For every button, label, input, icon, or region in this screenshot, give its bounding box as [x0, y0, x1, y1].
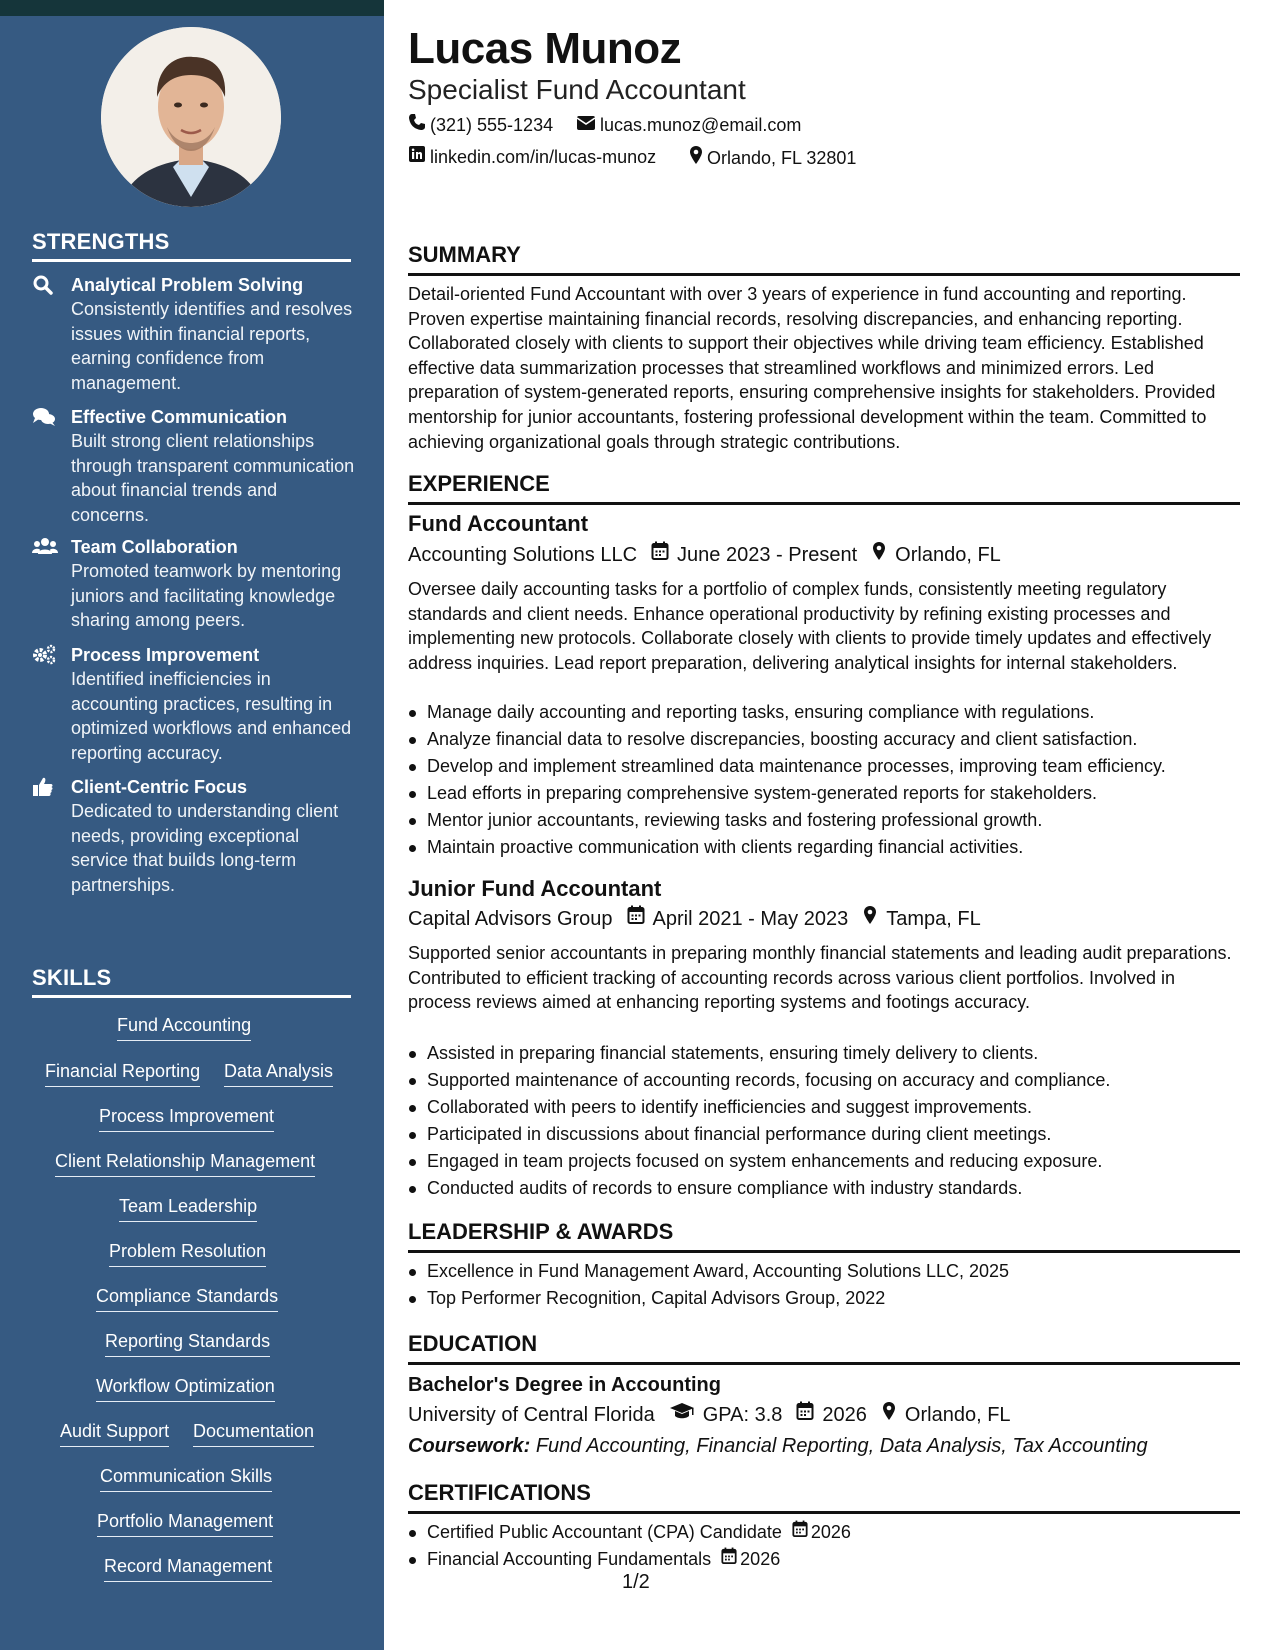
awards-list — [408, 1259, 1240, 1313]
email-address: lucas.munoz@email.com — [600, 115, 802, 135]
graduation-cap-icon — [655, 1401, 703, 1429]
page-number: 1/2 — [622, 1571, 650, 1593]
award-item: Top Performer Recognition, Capital Advisors Group, 2022 — [408, 1286, 1240, 1310]
job-location: Orlando, FL — [895, 544, 1001, 566]
map-marker-icon — [689, 145, 707, 171]
map-marker-icon — [857, 541, 895, 569]
strength-description: Promoted teamwork by mentoring juniors and facilitating knowledge sharing among peers. — [71, 561, 342, 631]
phone-number: (321) 555-1234 — [430, 115, 554, 135]
bullet-item: Conducted audits of records to ensure compliance with industry standards. — [408, 1176, 1240, 1200]
bullet-item: Manage daily accounting and reporting tasks, ensuring compliance with regulations. — [408, 700, 1240, 724]
bullet-item: Analyze financial data to resolve discrepancies, boosting accuracy and client satisfaction. — [408, 727, 1240, 751]
awards-heading: LEADERSHIP & AWARDS — [408, 1218, 1240, 1253]
calendar-icon — [613, 905, 653, 933]
linkedin-contact — [408, 145, 656, 169]
skill-tag: Problem Resolution — [109, 1239, 266, 1267]
bullet-item: Mentor junior accountants, reviewing tasks and fostering professional growth. — [408, 808, 1240, 832]
certification-name: Certified Public Accountant (CPA) Candidate — [427, 1522, 782, 1542]
skill-tag: Data Analysis — [224, 1059, 333, 1087]
candidate-title: Specialist Fund Accountant — [408, 74, 746, 105]
calendar-icon — [782, 1401, 822, 1429]
job-meta — [408, 905, 981, 933]
graduation-year: 2026 — [822, 1404, 867, 1426]
skill-tag: Financial Reporting — [45, 1059, 200, 1087]
education-location: Orlando, FL — [904, 1404, 1011, 1426]
linkedin-icon — [408, 145, 430, 169]
education-heading: EDUCATION — [408, 1330, 1240, 1365]
skill-tag: Team Leadership — [119, 1194, 257, 1222]
job-meta — [408, 541, 1001, 569]
coursework-label: Coursework: — [408, 1435, 531, 1457]
experience-heading: EXPERIENCE — [408, 470, 1240, 505]
skill-tag: Fund Accounting — [117, 1013, 251, 1041]
summary-heading: SUMMARY — [408, 241, 1240, 276]
job-description: Supported senior accountants in preparing monthly financial statements and leading audit preparations. Contributed to efficient tracking of accounting records across various client portfolios. Involved in process reviews aimed at enhancing reporting systems and footings accuracy. — [408, 943, 1232, 1013]
strength-description: Identified inefficiencies in accounting practices, resulting in optimized workflows and enhanced reporting accuracy. — [71, 669, 352, 763]
thumbs-up-icon — [32, 776, 56, 798]
bullet-item: Maintain proactive communication with clients regarding financial activities. — [408, 835, 1240, 859]
skills-heading: SKILLS — [32, 965, 351, 998]
certification-item — [408, 1547, 1240, 1571]
certifications-heading: CERTIFICATIONS — [408, 1479, 1240, 1514]
education-meta — [408, 1401, 1011, 1429]
bullet-item: Participated in discussions about financial performance during client meetings. — [408, 1122, 1240, 1146]
company-name: Accounting Solutions LLC — [408, 544, 638, 566]
skill-tag: Record Management — [104, 1554, 272, 1582]
job-dates: June 2023 - Present — [677, 544, 858, 566]
strength-description: Dedicated to understanding client needs, providing exceptional service that builds long-term partnerships. — [71, 801, 339, 895]
profile-photo — [101, 27, 281, 207]
comments-icon — [32, 406, 56, 428]
coursework — [408, 1432, 1148, 1460]
map-marker-icon — [848, 905, 886, 933]
location-text: Orlando, FL 32801 — [707, 148, 857, 168]
certification-year: 2026 — [740, 1549, 781, 1569]
bullet-item: Supported maintenance of accounting records, focusing on accuracy and compliance. — [408, 1068, 1240, 1092]
sidebar-top-bar — [0, 0, 384, 16]
candidate-name: Lucas Munoz — [408, 24, 682, 73]
skill-tag: Documentation — [193, 1419, 314, 1447]
coursework-list: Fund Accounting, Financial Reporting, Data Analysis, Tax Accounting — [535, 1435, 1148, 1457]
certification-year: 2026 — [810, 1522, 851, 1542]
bullet-item: Engaged in team projects focused on system enhancements and reducing exposure. — [408, 1149, 1240, 1173]
calendar-icon — [711, 1547, 740, 1571]
strength-title: Analytical Problem Solving — [71, 275, 304, 295]
certification-name: Financial Accounting Fundamentals — [427, 1549, 712, 1569]
email-contact — [576, 113, 801, 137]
phone-contact — [408, 113, 553, 137]
summary-text: Detail-oriented Fund Accountant with over 3 years of experience in fund accounting and reporting. Proven expertise maintaining financial records, resolving discrepancies, and enhancing reporting. Collaborated closely with clients to support their objectives while driving team efficiency. Established effective data summarization processes that streamlined workflows and minimized errors. Led preparation of system-generated reports, ensuring comprehensive insights for stakeholders. Provided mentorship for junior accountants, fostering professional development within the team. Committed to achieving organizational goals through strategic contributions. — [408, 284, 1216, 452]
job-bullets — [408, 700, 1240, 862]
skill-tag: Compliance Standards — [96, 1284, 278, 1312]
location-contact — [689, 145, 856, 171]
strength-title: Process Improvement — [71, 645, 260, 665]
envelope-icon — [576, 113, 600, 137]
calendar-icon — [637, 541, 677, 569]
job-dates: April 2021 - May 2023 — [652, 908, 849, 930]
users-icon — [32, 536, 56, 558]
strength-title: Client-Centric Focus — [71, 777, 248, 797]
search-icon — [32, 274, 56, 296]
map-marker-icon — [867, 1401, 905, 1429]
degree-title: Bachelor's Degree in Accounting — [408, 1374, 721, 1396]
bullet-item: Lead efforts in preparing comprehensive system-generated reports for stakeholders. — [408, 781, 1240, 805]
skill-tag: Client Relationship Management — [55, 1149, 315, 1177]
calendar-icon — [782, 1520, 811, 1544]
bullet-item: Collaborated with peers to identify inefficiencies and suggest improvements. — [408, 1095, 1240, 1119]
certifications-list — [408, 1520, 1240, 1574]
strength-title: Team Collaboration — [71, 537, 238, 557]
skill-tag: Process Improvement — [99, 1104, 274, 1132]
sidebar — [0, 0, 384, 1650]
strength-description: Built strong client relationships through transparent communication about financial trends and concerns. — [71, 431, 355, 525]
job-bullets — [408, 1041, 1240, 1203]
skill-tag: Reporting Standards — [105, 1329, 270, 1357]
strength-title: Effective Communication — [71, 407, 288, 427]
gpa-text: GPA: 3.8 — [702, 1404, 783, 1426]
skill-tag: Portfolio Management — [97, 1509, 273, 1537]
job-location: Tampa, FL — [886, 908, 981, 930]
skill-tag: Communication Skills — [100, 1464, 272, 1492]
award-item: Excellence in Fund Management Award, Accounting Solutions LLC, 2025 — [408, 1259, 1240, 1283]
skill-tag: Audit Support — [60, 1419, 169, 1447]
company-name: Capital Advisors Group — [408, 908, 613, 930]
job-title: Fund Accountant — [408, 511, 589, 536]
job-description: Oversee daily accounting tasks for a portfolio of complex funds, consistently meeting regulatory standards and client needs. Enhance operational productivity by refining existing processes and implementing new protocols. Collaborate closely with clients to provide timely updates and effectively address inquiries. Lead report preparation, delivering analytical insights for internal stakeholders. — [408, 579, 1212, 673]
skill-tag: Workflow Optimization — [96, 1374, 275, 1402]
strength-description: Consistently identifies and resolves issues within financial reports, earning confidence from management. — [71, 299, 353, 393]
linkedin-url: linkedin.com/in/lucas-munoz — [430, 147, 657, 167]
certification-item — [408, 1520, 1240, 1544]
job-title: Junior Fund Accountant — [408, 876, 662, 901]
cogs-icon — [32, 644, 56, 666]
bullet-item: Assisted in preparing financial statements, ensuring timely delivery to clients. — [408, 1041, 1240, 1065]
main-content — [408, 0, 1240, 1650]
strengths-heading: STRENGTHS — [32, 229, 351, 262]
phone-icon — [408, 113, 430, 137]
school-name: University of Central Florida — [408, 1404, 655, 1426]
bullet-item: Develop and implement streamlined data maintenance processes, improving team efficiency. — [408, 754, 1240, 778]
